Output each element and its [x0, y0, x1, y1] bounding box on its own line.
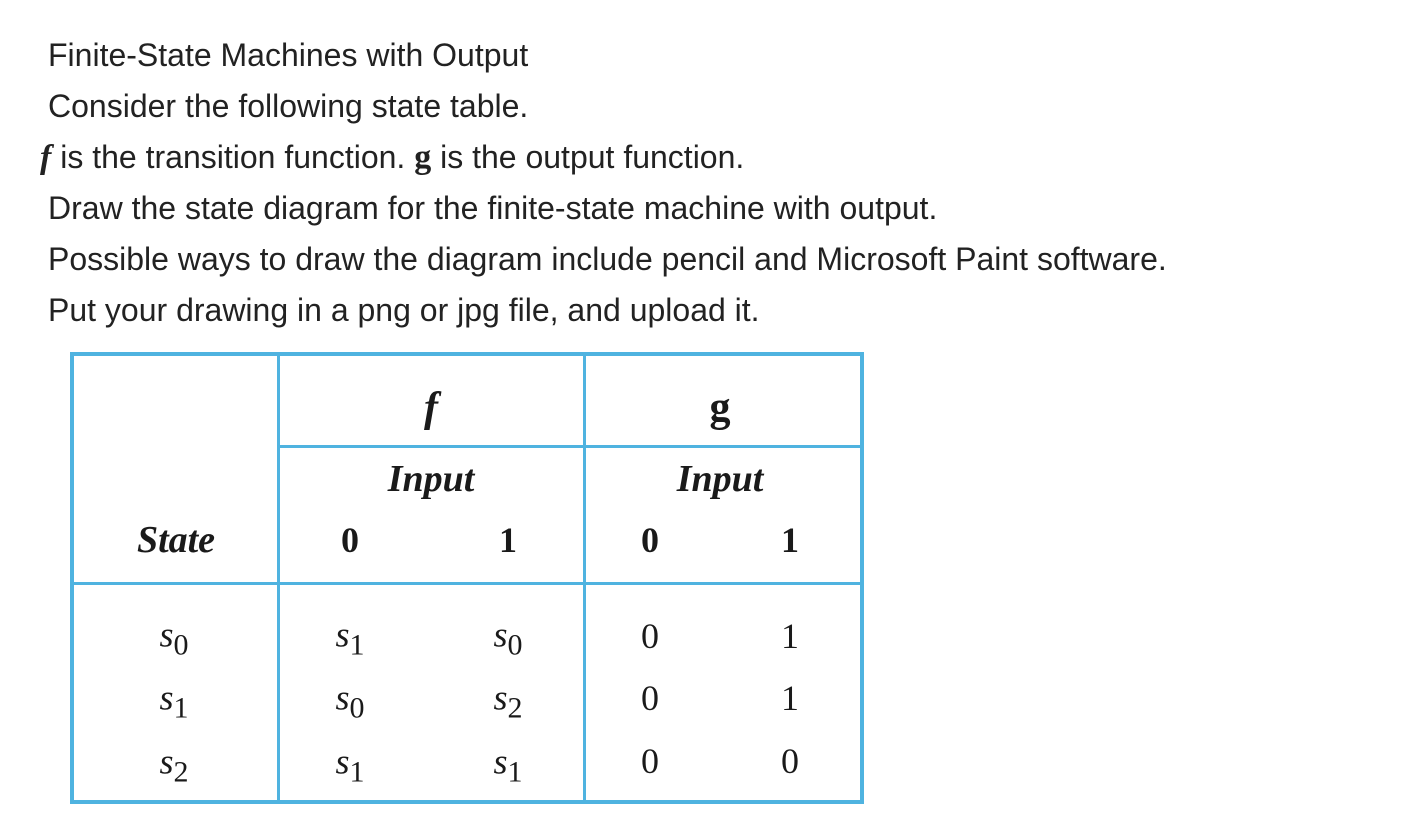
row-0-g-input-1: 1	[781, 616, 799, 656]
instructions-line-4: Draw the state diagram for the finite-state machine with output.	[48, 190, 938, 226]
header-f-input-label: Input	[387, 458, 475, 500]
table-divider-state	[277, 356, 280, 800]
g-description: is the output function.	[431, 139, 745, 175]
state-table	[70, 352, 864, 804]
row-0-g-input-0: 0	[641, 616, 659, 656]
instructions-title: Finite-State Machines with Output	[48, 37, 529, 73]
row-1-f-input-0: $s_0$	[335, 677, 365, 725]
instructions-line-5: Possible ways to draw the diagram include pencil and Microsoft Paint software.	[48, 241, 1167, 277]
f-symbol: f	[40, 139, 52, 176]
row-2-f-input-0: $s_1$	[335, 741, 365, 789]
row-1-g-input-0: 0	[641, 678, 659, 718]
table-divider-f-g	[583, 356, 586, 800]
row-2-f-input-1: $s_1$	[493, 741, 523, 789]
row-0-f-input-0: $s_1$	[335, 614, 365, 662]
row-2-state: $s_2$	[159, 741, 189, 789]
row-1-g-input-1: 1	[781, 678, 799, 718]
instructions-line-3	[40, 132, 1167, 183]
table-divider-symbol-row	[280, 445, 860, 448]
row-1-state: $s_1$	[159, 677, 189, 725]
row-0-f-input-1: $s_0$	[493, 614, 523, 662]
f-description: is the transition function.	[51, 139, 415, 175]
g-symbol: g	[414, 139, 432, 176]
header-f-symbol: f	[424, 385, 438, 431]
header-f-input-1: 1	[499, 520, 517, 560]
row-2-g-input-1: 0	[781, 741, 799, 781]
header-g-input-label: Input	[676, 458, 764, 500]
header-g-input-1: 1	[781, 520, 799, 560]
row-1-f-input-1: $s_2$	[493, 677, 523, 725]
instructions	[40, 30, 1167, 336]
table-divider-header-body	[74, 582, 860, 585]
header-state-label: State	[136, 519, 216, 561]
header-g-input-0: 0	[641, 520, 659, 560]
header-g-symbol: g	[709, 385, 731, 431]
row-0-state: $s_0$	[159, 614, 189, 662]
instructions-line-6: Put your drawing in a png or jpg file, and upload it.	[48, 292, 760, 328]
instructions-line-2: Consider the following state table.	[48, 88, 529, 124]
header-f-input-0: 0	[341, 520, 359, 560]
row-2-g-input-0: 0	[641, 741, 659, 781]
